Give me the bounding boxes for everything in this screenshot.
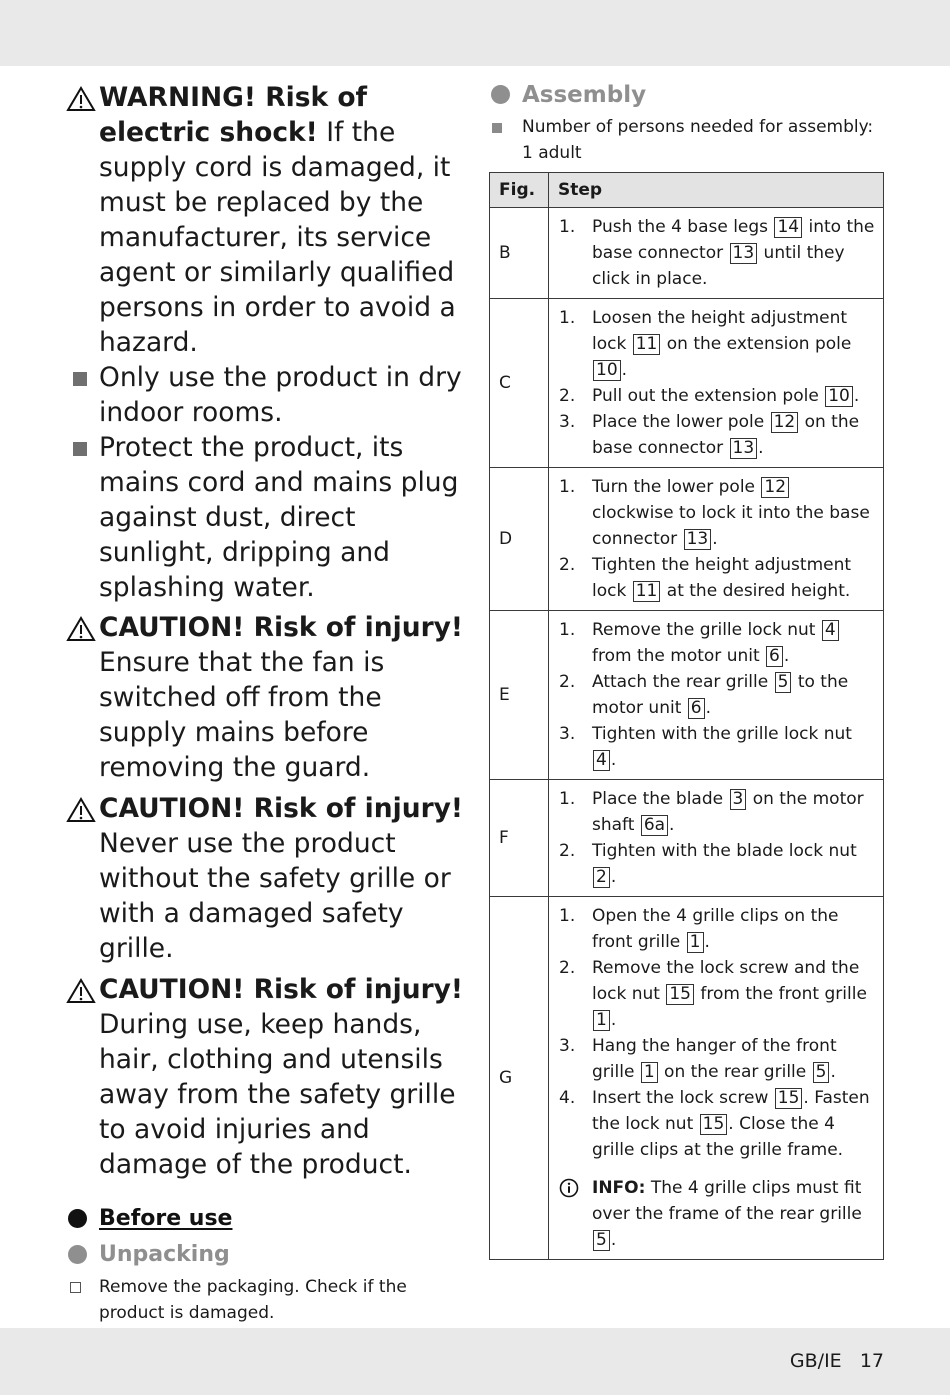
- circle-bullet-icon: [491, 85, 510, 104]
- step-cell: 1. Remove the grille lock nut 4 from the motor unit 6 . 2. Attach the rear grille 5 to the motor unit 6 . 3. Tighten with the grille lock nut 4 .: [549, 611, 884, 780]
- unpack-instruction: [66, 1274, 466, 1326]
- square-bullet-icon: [73, 372, 87, 386]
- assembly-label: Assembly: [522, 82, 647, 108]
- step-cell: 1. Open the 4 grille clips on the front grille 1 . 2. Remove the lock screw and the lock nut 15 from the front grille 1 . 3. Hang the hanger of the front grille 1 on the rear grille 5 . 4. Insert the lock screw 15 . Fasten the lock nut 15 . Close the 4 grille clips at the grille frame. INFO: The 4 grille clips must fit over the frame of the rear grille 5 .: [549, 897, 884, 1260]
- bullet-text: Only use the product in dry indoor rooms.: [99, 362, 462, 428]
- info-note: INFO: The 4 grille clips must fit over the frame of the rear grille 5 .: [559, 1175, 875, 1253]
- fig-cell: B: [490, 208, 549, 299]
- warning-triangle-icon: [66, 972, 96, 1007]
- page-footer: [790, 1350, 884, 1372]
- table-row: [490, 299, 884, 468]
- assembly-heading: [489, 80, 884, 110]
- fig-cell: G: [490, 897, 549, 1260]
- table-row: [490, 208, 884, 299]
- caution-text: During use, keep hands, hair, clothing and utensils away from the safety grille to avoid injuries and damage of the product.: [99, 1009, 456, 1180]
- warning-triangle-icon: [66, 610, 96, 645]
- persons-note: [489, 114, 884, 166]
- table-row: [490, 897, 884, 1260]
- bullet-protect: [66, 430, 466, 605]
- caution-block-2: [66, 791, 466, 966]
- caution-title: CAUTION! Risk of injury!: [99, 974, 464, 1005]
- page-number: 17: [859, 1350, 884, 1372]
- step-cell: 1. Turn the lower pole 12 clockwise to lock it into the base connector 13 . 2. Tighten the height adjustment lock 11 at the desired height.: [549, 468, 884, 611]
- bullet-text: Protect the product, its mains cord and mains plug against dust, direct sunlight, dripping and splashing water.: [99, 432, 459, 603]
- fig-cell: E: [490, 611, 549, 780]
- warning-triangle-icon: [66, 791, 96, 826]
- caution-title: CAUTION! Risk of injury!: [99, 612, 464, 643]
- caution-block-3: [66, 972, 466, 1182]
- col-step: Step: [549, 173, 884, 208]
- assembly-table: [489, 172, 884, 1260]
- warning-triangle-icon: [66, 80, 96, 115]
- unpack-text: Remove the packaging. Check if the product is damaged.: [99, 1277, 407, 1323]
- caution-block-1: [66, 610, 466, 785]
- warning-text: If the supply cord is damaged, it must be replaced by the manufacturer, its service agent or similarly qualified persons in order to avoid a hazard.: [99, 117, 456, 358]
- persons-text: Number of persons needed for assembly: 1 adult: [522, 117, 874, 163]
- warning-block: [66, 80, 466, 360]
- page-region: GB/IE: [789, 1350, 842, 1372]
- fig-cell: D: [490, 468, 549, 611]
- step-cell: 1. Push the 4 base legs 14 into the base connector 13 until they click in place.: [549, 208, 884, 299]
- top-band: [0, 0, 950, 66]
- circle-bullet-icon: [68, 1245, 87, 1264]
- info-icon: [559, 1178, 579, 1198]
- table-row: [490, 611, 884, 780]
- unpacking-heading: [66, 1240, 466, 1270]
- col-fig: Fig.: [490, 173, 549, 208]
- warning-title: WARNING! Risk of electric shock!: [99, 82, 368, 148]
- square-bullet-icon: [492, 123, 502, 133]
- square-bullet-icon: [73, 442, 87, 456]
- fig-cell: C: [490, 299, 549, 468]
- step-cell: 1. Place the blade 3 on the motor shaft 6a . 2. Tighten with the blade lock nut 2 .: [549, 780, 884, 897]
- caution-text: Never use the product without the safety grille or with a damaged safety grille.: [99, 828, 451, 964]
- table-row: [490, 468, 884, 611]
- unpacking-label: Unpacking: [99, 1242, 230, 1267]
- table-header-row: [490, 173, 884, 208]
- caution-text: Ensure that the fan is switched off from the supply mains before removing the guard.: [99, 647, 385, 783]
- checkbox-icon: [70, 1282, 81, 1293]
- fig-cell: F: [490, 780, 549, 897]
- caution-title: CAUTION! Risk of injury!: [99, 793, 464, 824]
- table-row: [490, 780, 884, 897]
- left-column: [66, 80, 466, 1326]
- step-cell: 1. Loosen the height adjustment lock 11 on the extension pole 10 . 2. Pull out the extension pole 10 . 3. Place the lower pole 12 on the base connector 13 .: [549, 299, 884, 468]
- right-column: [489, 80, 884, 1260]
- before-use-label: Before use: [99, 1206, 233, 1231]
- info-label: INFO:: [592, 1178, 646, 1198]
- before-use-heading: [66, 1204, 466, 1234]
- bullet-dry-rooms: [66, 360, 466, 430]
- circle-bullet-icon: [68, 1209, 87, 1228]
